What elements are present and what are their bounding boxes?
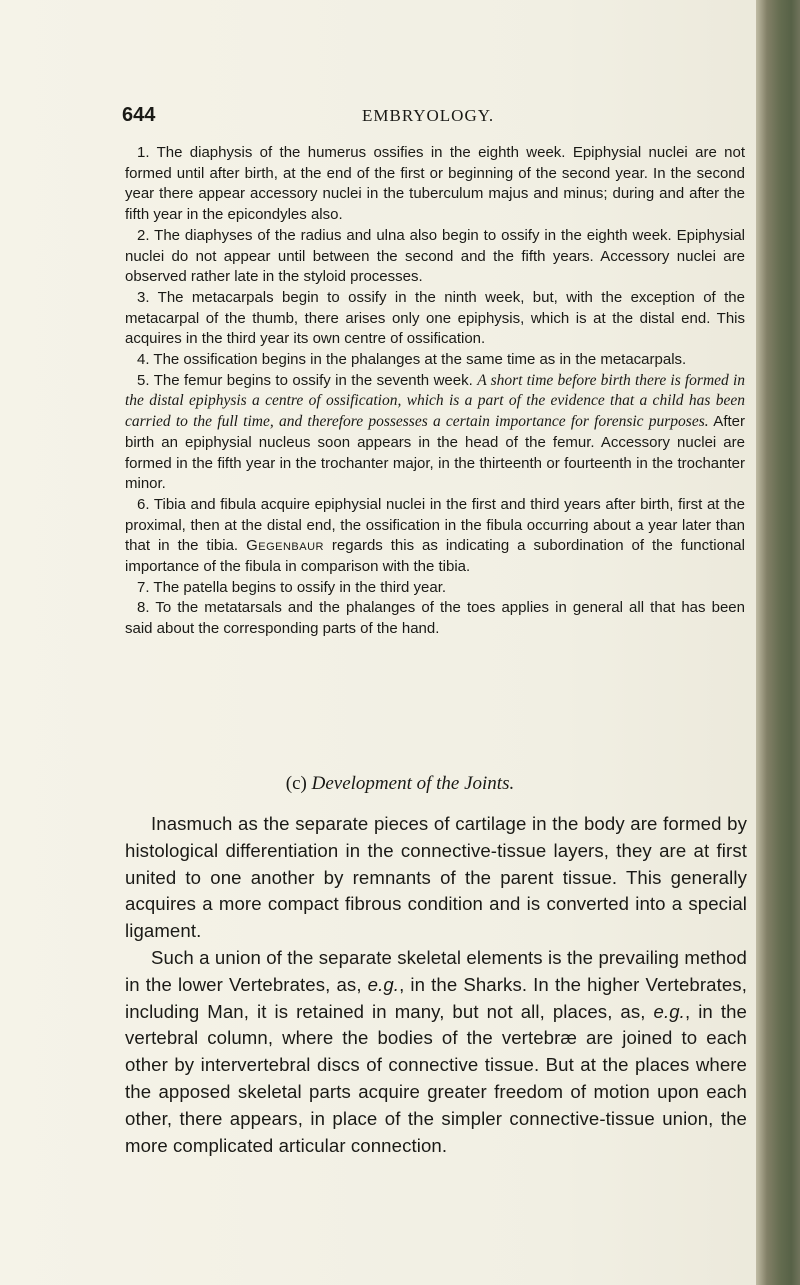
page-header (122, 104, 722, 132)
italic-text: e.g. (367, 973, 400, 995)
text-run: Inasmuch as the separate pieces of cartilage in the body are formed by histological differentiation in the connective-tissue layers, they are at first united to one another by remnants of the parent tissue. This generally acquires a more compact fibrous condition and is converted into a special ligament. (125, 813, 747, 942)
paragraph (125, 598, 745, 639)
paragraph (125, 143, 745, 226)
text-run: After birth an epiphysial nucleus soon appears in the head of the femur. Accessory nuclei are formed in the fifth year in the trochanter major, in the thirteenth or fourteenth in the trochanter minor. (125, 413, 745, 493)
text-run: , in the Sharks. In the higher Vertebrates, including Man, it is retained in many, but not all, places, as, (125, 973, 747, 1022)
text-run: 3. The metacarpals begin to ossify in the ninth week, but, with the exception of the metacarpal of the thumb, there arises only one epiphysis, which is at the distal end. This acquires in the third year its own centre of ossification. (125, 288, 745, 348)
paragraph (125, 226, 745, 288)
page-number: 644 (122, 104, 156, 126)
text-run: 8. To the metatarsals and the phalanges of the toes applies in general all that has been said about the corresponding parts of the hand. (125, 599, 745, 638)
text-run: 4. The ossification begins in the phalanges at the same time as in the metacarpals. (137, 351, 687, 369)
italic-text: e.g. (653, 1000, 685, 1022)
paragraph (125, 371, 745, 495)
text-run: , in the vertebral column, where the bodies of the vertebræ are joined to each other by intervertebral discs of connective tissue. But at the places where the apposed skeletal parts acquire greater freedom of motion upon each other, there appears, in place of the simpler connective-tissue union, the more complicated articular connection. (125, 1000, 747, 1156)
paragraph (125, 945, 747, 1159)
paragraph (125, 495, 745, 578)
section-heading (0, 773, 800, 795)
paragraph (125, 288, 745, 350)
section-title: Development of the Joints. (311, 773, 515, 794)
body-paragraphs (125, 811, 747, 1159)
text-run: 1. The diaphysis of the humerus ossifies in the eighth week. Epiphysial nuclei are not formed until after birth, at the end of the first or beginning of the second year. In the second year there appear accessory nuclei in the tuberculum majus and minus; during and after the fifth year in the epicondyles also. (125, 144, 745, 224)
text-run: 6. Tibia and fibula acquire epiphysial nuclei in the first and third years after birth, first at the proximal, then at the distal end, the ossification in the fibula occurring about a year later than that in the tibia. (125, 495, 745, 555)
paragraph (125, 811, 747, 945)
paragraph (125, 350, 745, 371)
section-label: (c) (285, 773, 307, 794)
text-run: 7. The patella begins to ossify in the third year. (137, 578, 447, 596)
paragraph (125, 578, 745, 599)
running-title: EMBRYOLOGY. (362, 106, 495, 125)
text-run: 5. The femur begins to ossify in the seventh week. (137, 371, 478, 389)
author-name: Gegenbaur (246, 537, 324, 555)
text-run: 2. The diaphyses of the radius and ulna also begin to ossify in the eighth week. Epiphysial nuclei do not appear until between the second and the fifth years. Accessory nuclei are observed rather late in the styloid processes. (125, 226, 745, 286)
page-edge-shadow (756, 0, 800, 1285)
numbered-paragraphs (125, 143, 745, 640)
text-run: regards this as indicating a subordination of the functional importance of the fibula in comparison with the tibia. (125, 537, 745, 576)
text-run: Such a union of the separate skeletal elements is the prevailing method in the lower Vertebrates, as, (125, 946, 747, 995)
italic-text: A short time before birth there is formed in the distal epiphysis a centre of ossification, which is a part of the evidence that a child has been carried to the full time, and therefore possesses a certain importance for forensic purposes. (125, 371, 746, 431)
